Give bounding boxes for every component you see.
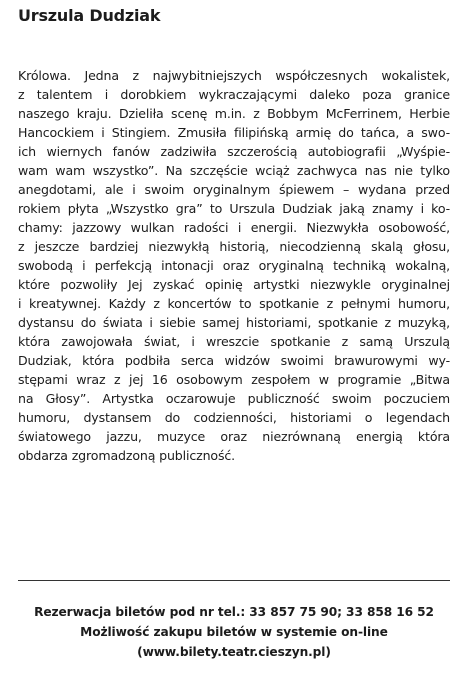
ticket-website-url: (www.bilety.teatr.cieszyn.pl) bbox=[137, 645, 331, 659]
body-line: z jeszcze bardziej niezwykłą historią, niecodzienną skalą głosu, bbox=[18, 239, 450, 254]
reservation-phone-text: Rezerwacja biletów pod nr tel.: 33 857 75 90; 33 858 16 52 bbox=[34, 605, 434, 619]
body-line: Hancockiem i Stingiem. Zmusiła filipińską armię do tańca, a swo- bbox=[18, 125, 450, 140]
body-line: swobodą i perfekcją intonacji oraz oryginalną techniką wokalną, bbox=[18, 258, 450, 273]
ticket-info-footer bbox=[0, 602, 468, 662]
body-paragraph bbox=[18, 66, 450, 465]
body-line: obdarza zgromadzoną publiczność. bbox=[18, 448, 236, 463]
body-line: Królowa. Jedna z najwybitniejszych współczesnych wokalistek, bbox=[18, 68, 450, 83]
page-title: Urszula Dudziak bbox=[18, 6, 161, 25]
body-line: chamy: jazzowy wulkan radości i energii. Niezwykła osobowość, bbox=[18, 220, 450, 235]
body-line: anegdotami, ale i swoim oryginalnym śpiewem – wydana przed bbox=[18, 182, 450, 197]
body-line: i kreatywnej. Każdy z koncertów to spotkanie z pełnymi humoru, bbox=[18, 296, 450, 311]
body-line: ich wiernych fanów zadziwiła szczerością autobiografii „Wyśpie- bbox=[18, 144, 450, 159]
body-line: z talentem i dorobkiem wykraczającymi daleko poza granice bbox=[18, 87, 450, 102]
body-line: które pozwoliły Jej zyskać opinię artystki niezwykle oryginalnej bbox=[18, 277, 450, 292]
body-line: światowego jazzu, muzyce oraz niezrównaną energią która bbox=[18, 429, 450, 444]
body-line: humoru, dystansem do codzienności, historiami o legendach bbox=[18, 410, 450, 425]
body-line: wam wam wszystko”. Na szczęście wciąż zachwyca nas nie tylko bbox=[18, 163, 450, 178]
footer-divider bbox=[18, 580, 450, 581]
body-line: dystansu do świata i siebie samej historiami, spotkanie z muzyką, bbox=[18, 315, 450, 330]
body-line: naszego kraju. Dzieliła scenę m.in. z Bobbym McFerrinem, Herbie bbox=[18, 106, 450, 121]
body-line: stępami wraz z jej 16 osobowym zespołem w programie „Bitwa bbox=[18, 372, 450, 387]
online-purchase-text: Możliwość zakupu biletów w systemie on-line bbox=[80, 625, 388, 639]
body-line: na Głosy”. Artystka oczarowuje publiczność swoim poczuciem bbox=[18, 391, 450, 406]
body-line: Dudziak, która podbiła serca widzów swoimi brawurowymi wy- bbox=[18, 353, 450, 368]
body-line: rokiem płyta „Wszystko gra” to Urszula Dudziak jaką znamy i ko- bbox=[18, 201, 450, 216]
body-line: która zawojowała świat, i wreszcie spotkanie z samą Urszulą bbox=[18, 334, 450, 349]
